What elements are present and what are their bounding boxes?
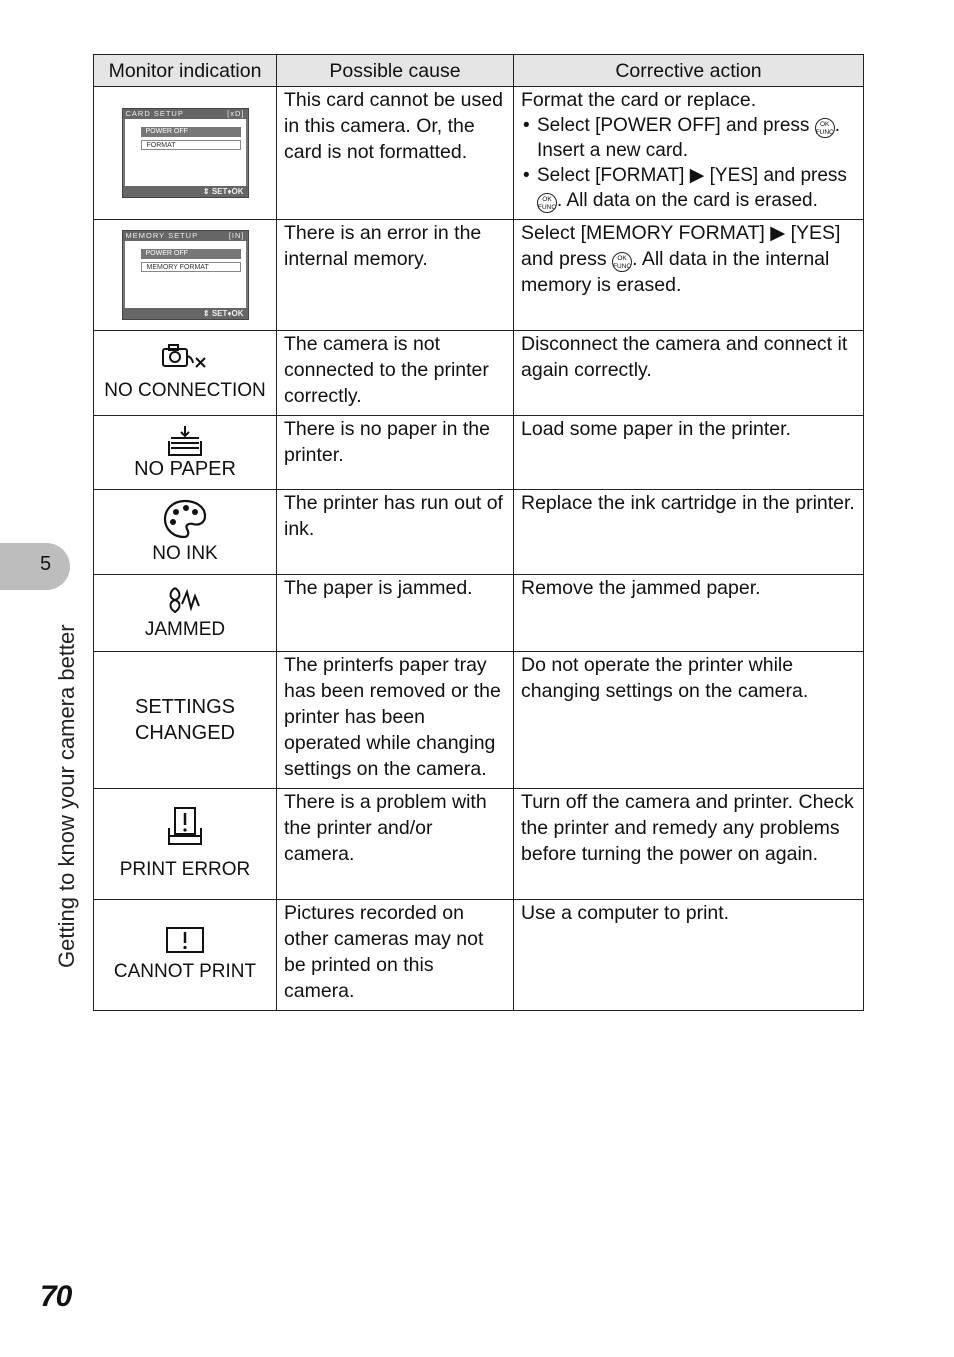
action-cell: Do not operate the printer while changing settings on the camera. [514, 652, 864, 789]
ok-func-button-icon: OK FUNC [612, 252, 632, 272]
card-setup-screen [122, 108, 249, 198]
header-monitor: Monitor indication [94, 55, 277, 87]
monitor-label: SETTINGS [134, 696, 235, 718]
table-header-row [94, 55, 864, 87]
action-cell: Replace the ink cartridge in the printer. [514, 490, 864, 575]
paper-tray-icon [165, 425, 205, 457]
action-cell: Turn off the camera and printer. Check the printer and remedy any problems before turning the power on again. [514, 789, 864, 900]
screen-footer: ⇕ SET♦OK [123, 308, 248, 319]
screen-option: FORMAT [141, 140, 241, 150]
cause-cell: There is no paper in the printer. [277, 416, 514, 490]
screen-footer: ⇕ SET♦OK [123, 186, 248, 197]
action-intro: Format the card or replace. [521, 89, 757, 111]
chapter-tab [0, 543, 70, 590]
cannot-print-icon [165, 926, 205, 954]
action-cell: Disconnect the camera and connect it again correctly. [514, 331, 864, 416]
action-cell: Remove the jammed paper. [514, 575, 864, 652]
ink-palette-icon [162, 498, 208, 540]
printer-error-icon [165, 806, 205, 848]
monitor-label: PRINT ERROR [119, 859, 251, 880]
action-cell: Use a computer to print. [514, 900, 864, 1011]
monitor-label: CANNOT PRINT [113, 961, 257, 982]
screen-option: MEMORY FORMAT [141, 262, 241, 272]
monitor-cell [94, 87, 277, 220]
table-row [94, 220, 864, 331]
page-number: 70 [40, 1280, 72, 1313]
paper-jam-icon [165, 584, 205, 616]
table-row [94, 87, 864, 220]
action-cell: Select [MEMORY FORMAT] ▶ [YES] and press OK FUNC. All data in the internal memory is erased. [514, 220, 864, 331]
monitor-cell [94, 900, 277, 1011]
table-row [94, 490, 864, 575]
table-row [94, 789, 864, 900]
monitor-label: NO PAPER [134, 457, 236, 480]
monitor-cell [94, 490, 277, 575]
screen-title: CARD SETUP [125, 109, 184, 118]
screen-tag: [xD] [227, 109, 245, 118]
table-row [94, 331, 864, 416]
monitor-cell [94, 220, 277, 331]
monitor-label: NO CONNECTION [104, 380, 266, 401]
cause-cell: This card cannot be used in this camera. Or, the card is not formatted. [277, 87, 514, 220]
table-row [94, 900, 864, 1011]
monitor-cell [94, 575, 277, 652]
cause-cell: Pictures recorded on other cameras may not be printed on this camera. [277, 900, 514, 1011]
screen-title: MEMORY SETUP [125, 231, 199, 240]
screen-option: POWER OFF [141, 127, 241, 137]
list-item: • Select [FORMAT] ▶ [YES] and press OK FUNC. All data on the card is erased. [521, 163, 856, 213]
table-row [94, 652, 864, 789]
ok-func-button-icon: OK FUNC [815, 118, 835, 138]
cause-cell: The printerfs paper tray has been removed or the printer has been operated while changing settings on the camera. [277, 652, 514, 789]
cause-cell: There is a problem with the printer and/or camera. [277, 789, 514, 900]
troubleshooting-table [93, 54, 864, 1011]
monitor-cell [94, 331, 277, 416]
header-cause: Possible cause [277, 55, 514, 87]
ok-func-button-icon: OK FUNC [537, 193, 557, 213]
monitor-label: NO INK [152, 543, 218, 564]
monitor-cell [94, 652, 277, 789]
monitor-cell [94, 416, 277, 490]
header-action: Corrective action [514, 55, 864, 87]
cause-cell: The camera is not connected to the printer correctly. [277, 331, 514, 416]
cause-cell: The paper is jammed. [277, 575, 514, 652]
cause-cell: There is an error in the internal memory. [277, 220, 514, 331]
monitor-cell [94, 789, 277, 900]
chapter-title: Getting to know your camera better [54, 624, 79, 968]
table-row [94, 416, 864, 490]
cause-cell: The printer has run out of ink. [277, 490, 514, 575]
monitor-label: CHANGED [134, 722, 235, 744]
action-cell [514, 87, 864, 220]
chapter-number: 5 [40, 553, 52, 575]
screen-option: POWER OFF [141, 249, 241, 259]
memory-setup-screen [122, 230, 249, 320]
table-row [94, 575, 864, 652]
camera-disconnect-icon [160, 343, 210, 373]
screen-tag: [IN] [228, 231, 245, 240]
list-item: • Select [POWER OFF] and press OK FUNC. Insert a new card. [521, 113, 856, 163]
action-cell: Load some paper in the printer. [514, 416, 864, 490]
monitor-label: JAMMED [144, 619, 226, 640]
